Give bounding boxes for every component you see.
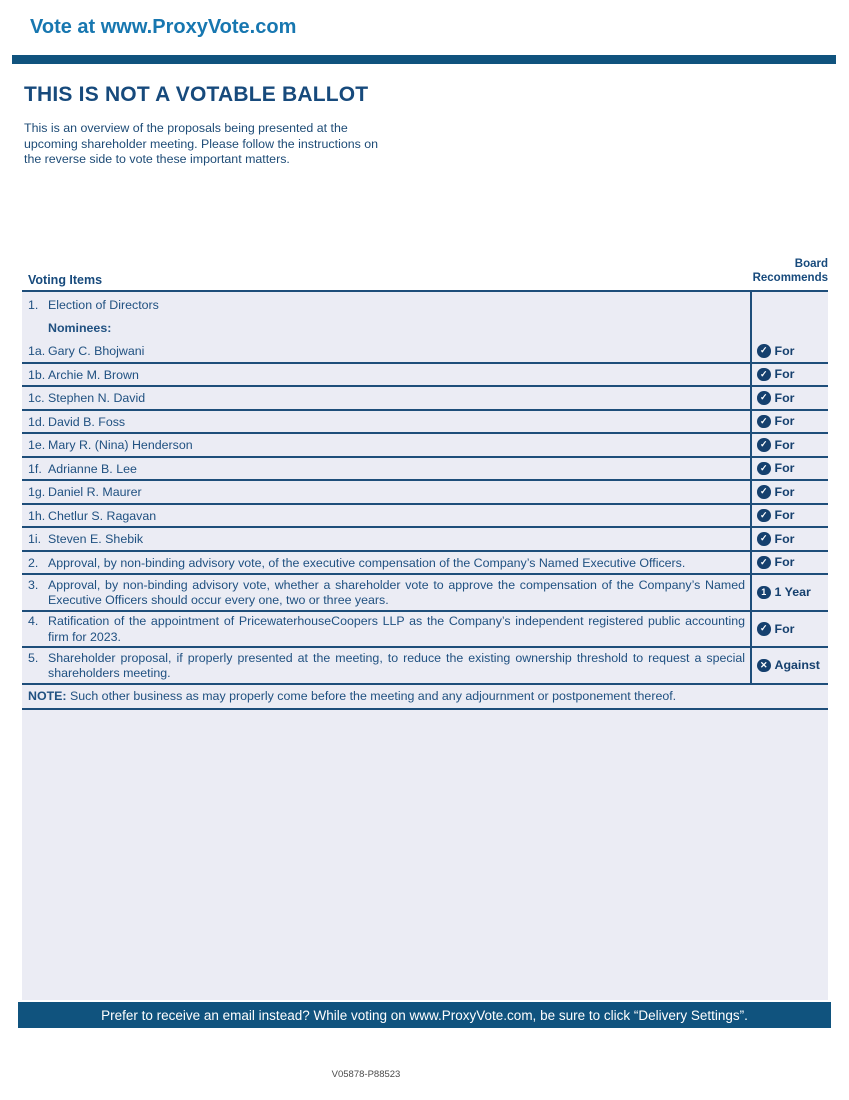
proposal-text: Approval, by non-binding advisory vote, of the executive compensation of the Company’s Named Executive Officers. <box>48 555 686 570</box>
note-text: Such other business as may properly come before the meeting and any adjournment or postponement thereof. <box>66 689 677 703</box>
recommendation-label: 1 Year <box>774 585 811 600</box>
nominee-name: Daniel R. Maurer <box>48 485 142 499</box>
recommendation-cell-empty <box>750 292 828 340</box>
proposal-row <box>22 612 828 649</box>
recommendation-label: For <box>774 367 795 382</box>
recommendation-label: For <box>774 461 795 476</box>
proposal-rows <box>22 552 828 685</box>
nominee-row <box>22 364 828 388</box>
nominee-row <box>22 340 828 364</box>
intro-line: upcoming shareholder meeting. Please follow the instructions on <box>24 136 379 151</box>
nominee-row <box>22 411 828 435</box>
nominee-cell <box>22 364 750 386</box>
for-check-icon: ✓ <box>757 391 771 405</box>
nominee-cell <box>22 528 750 550</box>
nominee-row <box>22 458 828 482</box>
recommendation-cell <box>750 387 828 409</box>
recommendation-cell <box>750 340 828 362</box>
nominee-name: Gary C. Bhojwani <box>48 344 145 358</box>
recommendation-cell <box>750 434 828 456</box>
nominee-name: Mary R. (Nina) Henderson <box>48 438 193 452</box>
recommendation-label: For <box>774 531 795 546</box>
row-number: 1. <box>28 298 39 312</box>
row-number: 1b. <box>28 367 46 382</box>
note-label: NOTE: <box>28 689 67 703</box>
nominee-rows <box>22 340 828 552</box>
board-recommends-line1: Board <box>794 258 828 270</box>
item1-cell <box>22 292 750 340</box>
nominees-label: Nominees: <box>48 320 112 335</box>
for-check-icon: ✓ <box>757 622 771 636</box>
for-check-icon: ✓ <box>757 509 771 523</box>
board-recommends-header <box>753 258 828 285</box>
recommendation-label: For <box>774 555 795 570</box>
against-x-icon: ✕ <box>757 659 771 673</box>
recommendation-cell <box>750 648 828 683</box>
row-number: 1i. <box>28 532 42 546</box>
header-rule <box>12 55 836 64</box>
recommendation-cell <box>750 505 828 527</box>
intro-line: the reverse side to vote these important matters. <box>24 152 290 167</box>
for-check-icon: ✓ <box>757 462 771 476</box>
recommendation-label: For <box>774 343 795 358</box>
row-number: 1a. <box>28 344 46 358</box>
document-code: V05878-P88523 <box>331 1069 401 1080</box>
email-preference-banner: Prefer to receive an email instead? While voting on www.ProxyVote.com, be sure to click “Delivery Settings”. <box>18 1002 831 1028</box>
proposal-text: Ratification of the appointment of PricewaterhouseCoopers LLP as the Company’s independent registered public accounting firm for 2023. <box>48 614 745 644</box>
recommendation-cell <box>750 575 828 610</box>
nominee-row <box>22 387 828 411</box>
row-number: 5. <box>28 650 39 665</box>
row-number: 1f. <box>28 461 42 476</box>
nominee-cell <box>22 387 750 409</box>
board-recommends-line2: Recommends <box>752 271 828 284</box>
note-cell <box>22 685 828 708</box>
recommendation-cell <box>750 528 828 550</box>
proposal-text: Approval, by non-binding advisory vote, whether a shareholder vote to approve the compensation of the Company’s Named Executive Officers should occur every one, two or three years. <box>48 577 745 607</box>
recommendation-label: For <box>774 484 795 499</box>
for-check-icon: ✓ <box>757 485 771 499</box>
row-number: 1h. <box>28 508 46 523</box>
nominee-name: Stephen N. David <box>48 391 146 405</box>
recommendation-cell <box>750 364 828 386</box>
proposal-row <box>22 552 828 576</box>
page-title: Vote at www.ProxyVote.com <box>30 16 297 38</box>
one-year-icon: 1 <box>757 586 771 600</box>
proposal-cell <box>22 612 750 647</box>
recommendation-label: For <box>774 621 795 636</box>
nominee-name: Adrianne B. Lee <box>48 461 137 476</box>
recommendation-label: For <box>774 390 795 405</box>
nominee-row <box>22 528 828 552</box>
for-check-icon: ✓ <box>757 438 771 452</box>
for-check-icon: ✓ <box>757 344 771 358</box>
note-row <box>22 685 828 710</box>
nominee-row <box>22 505 828 529</box>
item1-row <box>22 292 828 340</box>
proposal-cell <box>22 552 750 574</box>
intro-paragraph <box>24 121 378 168</box>
nominee-name: David B. Foss <box>48 414 126 429</box>
nominee-cell <box>22 411 750 433</box>
for-check-icon: ✓ <box>757 415 771 429</box>
for-check-icon: ✓ <box>757 368 771 382</box>
recommendation-cell <box>750 481 828 503</box>
nominee-name: Archie M. Brown <box>48 367 139 382</box>
nominee-name: Steven E. Shebik <box>48 532 144 546</box>
item1-text: Election of Directors <box>48 298 159 312</box>
not-votable-heading: THIS IS NOT A VOTABLE BALLOT <box>24 83 369 106</box>
recommendation-cell <box>750 552 828 574</box>
row-number: 1d. <box>28 414 46 429</box>
intro-line: This is an overview of the proposals being presented at the <box>24 121 348 135</box>
voting-items-header: Voting Items <box>28 273 103 287</box>
proposal-row <box>22 575 828 612</box>
nominee-row <box>22 481 828 505</box>
recommendation-label: For <box>774 437 795 452</box>
row-number: 4. <box>28 614 39 628</box>
proposal-row <box>22 648 828 685</box>
recommendation-cell <box>750 612 828 647</box>
row-number: 1c. <box>28 391 45 405</box>
nominee-cell <box>22 505 750 527</box>
proposal-cell <box>22 648 750 683</box>
for-check-icon: ✓ <box>757 556 771 570</box>
proposal-cell <box>22 575 750 610</box>
row-number: 1e. <box>28 438 46 452</box>
nominee-cell <box>22 434 750 456</box>
nominee-cell <box>22 340 750 362</box>
recommendation-cell <box>750 458 828 480</box>
row-number: 2. <box>28 555 39 570</box>
row-number: 3. <box>28 577 39 592</box>
proposal-text: Shareholder proposal, if properly presented at the meeting, to reduce the existing ownership threshold to request a special shareholders meeting. <box>48 650 745 680</box>
row-number: 1g. <box>28 485 46 499</box>
nominee-row <box>22 434 828 458</box>
recommendation-label: Against <box>774 658 820 673</box>
nominee-name: Chetlur S. Ragavan <box>48 508 157 523</box>
for-check-icon: ✓ <box>757 532 771 546</box>
recommendation-cell <box>750 411 828 433</box>
recommendation-label: For <box>774 414 795 429</box>
empty-table-area <box>22 710 828 1001</box>
nominee-cell <box>22 481 750 503</box>
recommendation-label: For <box>774 508 795 523</box>
nominee-cell <box>22 458 750 480</box>
voting-items-table <box>22 290 828 1000</box>
